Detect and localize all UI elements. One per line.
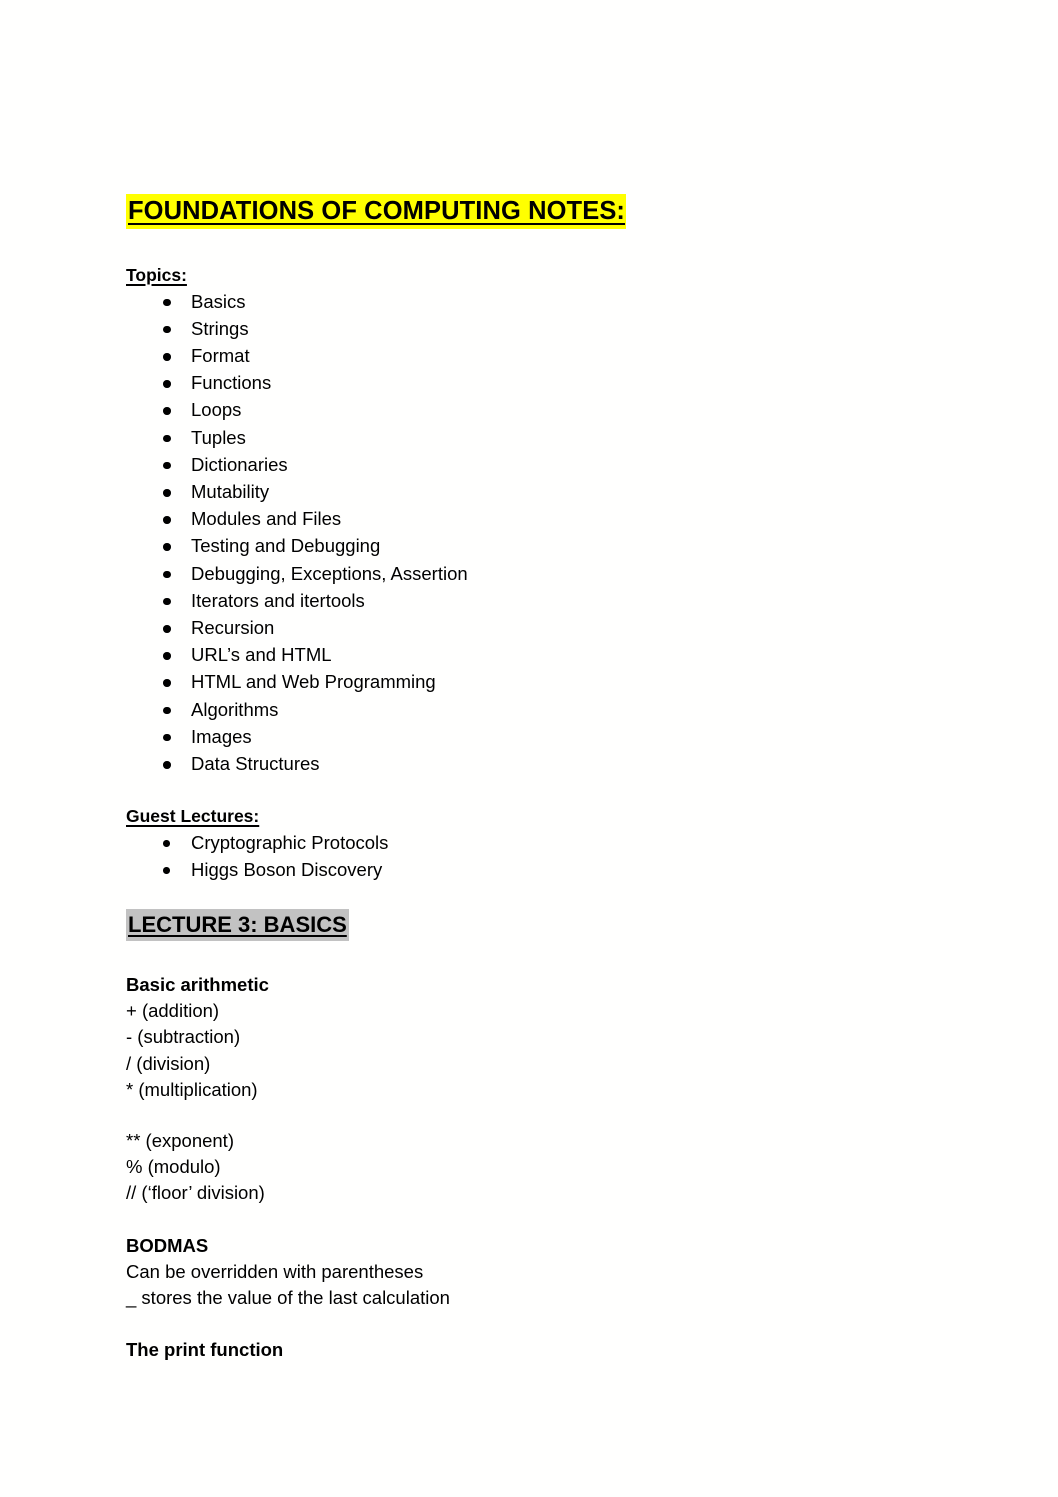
operator-line: - (subtraction) — [126, 1026, 241, 1048]
spacer — [126, 1207, 946, 1233]
operator-line: * (multiplication) — [126, 1078, 258, 1100]
document-content — [126, 196, 946, 1363]
bodmas-heading: BODMAS — [126, 1234, 209, 1256]
topics-list — [126, 288, 946, 778]
list-item: Iterators and itertools — [126, 587, 946, 614]
lecture-heading — [126, 911, 946, 940]
bodmas-line: Can be overridden with parentheses — [126, 1260, 424, 1282]
list-item: HTML and Web Programming — [126, 668, 946, 695]
spacer — [126, 1311, 946, 1337]
print-function-heading: The print function — [126, 1339, 284, 1361]
list-item: Mutability — [126, 478, 946, 505]
operator-line: % (modulo) — [126, 1156, 221, 1178]
operator-line: + (addition) — [126, 1000, 220, 1022]
list-item: Higgs Boson Discovery — [126, 856, 946, 883]
basic-arithmetic-heading: Basic arithmetic — [126, 974, 269, 996]
list-item: Cryptographic Protocols — [126, 829, 946, 856]
list-item: Images — [126, 723, 946, 750]
operator-line: // (‘floor’ division) — [126, 1182, 265, 1204]
bodmas-line: _ stores the value of the last calculation — [126, 1287, 450, 1309]
list-item: Data Structures — [126, 750, 946, 777]
list-item: Functions — [126, 369, 946, 396]
list-item: Testing and Debugging — [126, 532, 946, 559]
list-item: Format — [126, 342, 946, 369]
list-item: Strings — [126, 315, 946, 342]
topics-heading-text: Topics: — [126, 264, 187, 285]
list-item: Debugging, Exceptions, Assertion — [126, 560, 946, 587]
list-item: Tuples — [126, 424, 946, 451]
guest-lectures-heading-text: Guest Lectures: — [126, 806, 260, 827]
list-item: Dictionaries — [126, 451, 946, 478]
spacer — [126, 777, 946, 805]
spacer — [126, 228, 946, 264]
list-item: Modules and Files — [126, 505, 946, 532]
operator-line: ** (exponent) — [126, 1130, 234, 1152]
page-title — [126, 196, 946, 228]
page-title-text: FOUNDATIONS OF COMPUTING NOTES: — [126, 194, 626, 229]
list-item: Recursion — [126, 614, 946, 641]
spacer — [126, 940, 946, 972]
lecture-heading-text: LECTURE 3: BASICS — [126, 909, 349, 941]
spacer — [126, 1103, 946, 1128]
spacer — [126, 883, 946, 911]
guest-lectures-list — [126, 829, 946, 883]
guest-lectures-heading — [126, 805, 946, 828]
list-item: URL’s and HTML — [126, 641, 946, 668]
operator-line: / (division) — [126, 1052, 211, 1074]
topics-heading — [126, 264, 946, 287]
list-item: Algorithms — [126, 696, 946, 723]
list-item: Loops — [126, 396, 946, 423]
list-item: Basics — [126, 288, 946, 315]
